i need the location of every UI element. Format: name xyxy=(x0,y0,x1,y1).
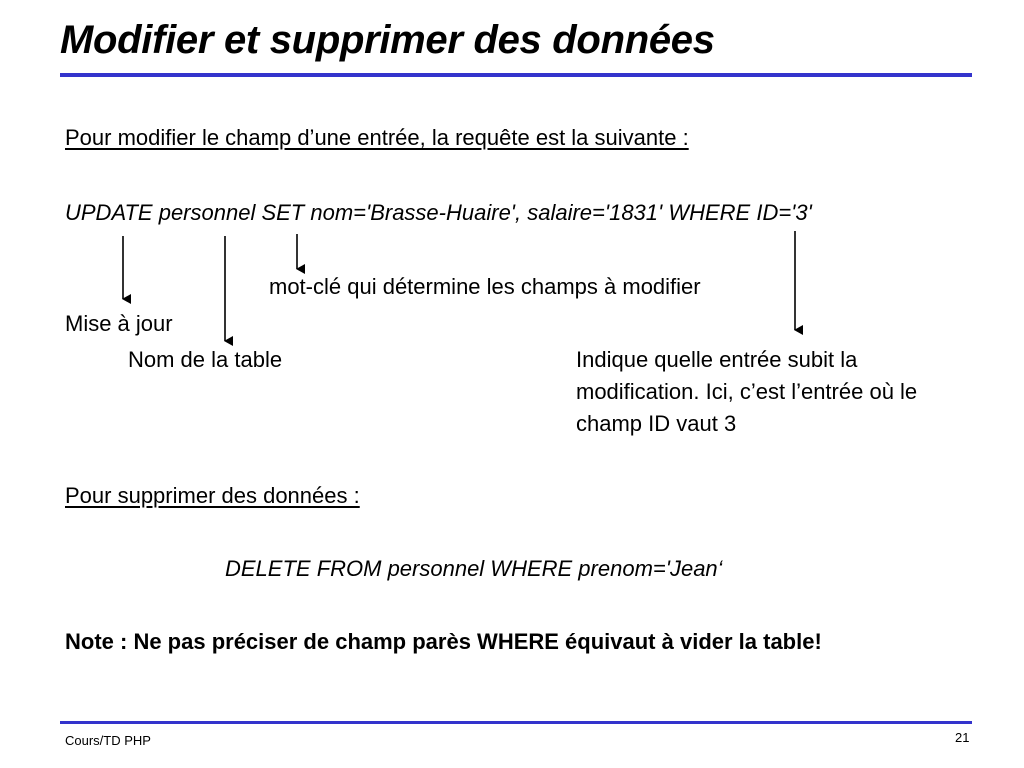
footer-rule xyxy=(60,721,972,724)
footer-course: Cours/TD PHP xyxy=(65,733,151,748)
delete-query: DELETE FROM personnel WHERE prenom='Jean‘ xyxy=(225,556,723,581)
where-clause-annotation: Indique quelle entrée subit la modification. Ici, c’est l’entrée où le champ ID vaut 3 xyxy=(576,347,918,436)
update-query: UPDATE personnel SET nom='Brasse-Huaire', salaire='1831' WHERE ID='3' xyxy=(65,200,812,225)
page-number: 21 xyxy=(955,730,970,745)
delete-heading: Pour supprimer des données : xyxy=(65,483,360,508)
update-keyword-annotation: Mise à jour xyxy=(65,311,173,336)
warning-note: Note : Ne pas préciser de champ parès WHERE équivaut à vider la table! xyxy=(65,629,822,654)
update-heading: Pour modifier le champ d’une entrée, la requête est la suivante : xyxy=(65,125,689,150)
table-name-annotation: Nom de la table xyxy=(128,347,283,372)
slide-title: Modifier et supprimer des données xyxy=(60,18,715,62)
set-keyword-annotation: mot-clé qui détermine les champs à modifier xyxy=(269,274,701,299)
